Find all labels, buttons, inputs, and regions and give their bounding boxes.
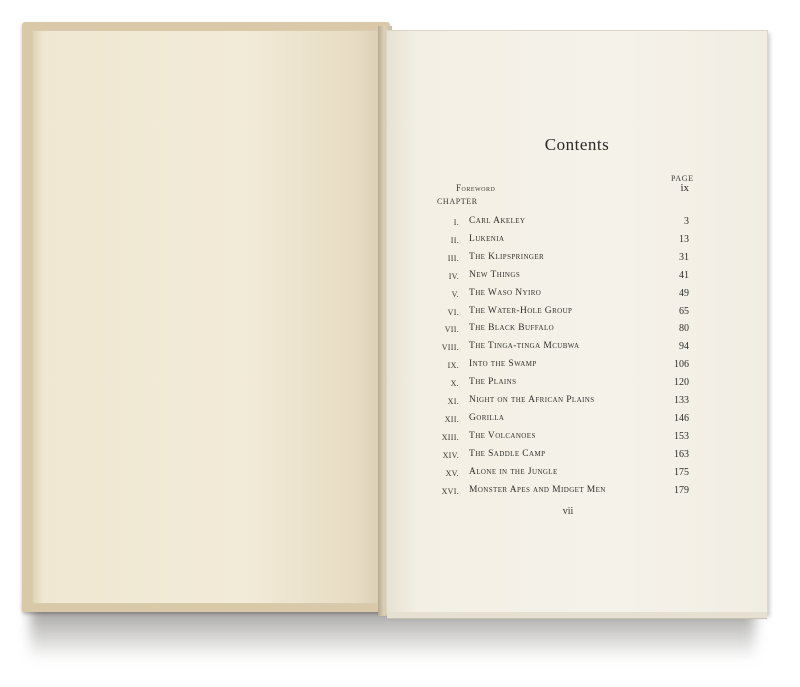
chapter-page: 153 bbox=[674, 430, 689, 442]
chapter-number: I. bbox=[453, 218, 459, 227]
chapter-title: New Things bbox=[469, 269, 521, 280]
left-page-blank bbox=[32, 30, 386, 604]
chapter-page: 179 bbox=[674, 484, 689, 496]
toc-row bbox=[387, 358, 767, 374]
toc-row bbox=[387, 448, 767, 464]
chapter-number: XV. bbox=[445, 468, 459, 478]
toc-row bbox=[387, 394, 767, 410]
chapter-number: II. bbox=[450, 235, 459, 245]
chapter-number: XIV. bbox=[442, 450, 459, 460]
chapter-page: 65 bbox=[679, 305, 689, 317]
chapter-page: 3 bbox=[684, 216, 689, 227]
chapter-number: VII. bbox=[444, 325, 459, 335]
toc-row bbox=[387, 215, 767, 231]
chapter-page: 163 bbox=[674, 448, 689, 460]
chapter-title: Alone in the Jungle bbox=[469, 466, 558, 477]
chapter-number: IX. bbox=[447, 361, 459, 371]
chapter-page: 49 bbox=[679, 287, 689, 299]
chapter-page: 31 bbox=[679, 251, 689, 263]
chapter-page: 80 bbox=[679, 323, 689, 335]
contents-page bbox=[386, 30, 768, 614]
chapter-title: Gorilla bbox=[469, 412, 505, 423]
chapter-title: The Volcanoes bbox=[469, 430, 536, 441]
toc-row bbox=[387, 466, 767, 482]
toc-row bbox=[387, 430, 767, 446]
toc-row bbox=[387, 251, 767, 267]
chapter-page: 41 bbox=[679, 269, 689, 281]
chapter-number: VI. bbox=[447, 307, 459, 317]
toc-row bbox=[387, 376, 767, 392]
chapter-number: V. bbox=[451, 289, 459, 299]
chapter-title: The Plains bbox=[469, 377, 517, 388]
chapter-page: 106 bbox=[674, 359, 689, 371]
chapter-column-header: CHAPTER bbox=[437, 197, 478, 206]
toc-row bbox=[387, 412, 767, 428]
toc-row bbox=[387, 233, 767, 249]
chapter-title: Carl Akeley bbox=[469, 216, 526, 226]
chapter-number: IV. bbox=[448, 271, 459, 281]
toc-row bbox=[387, 287, 767, 303]
page-column-header: PAGE bbox=[671, 174, 694, 183]
chapter-page: 94 bbox=[679, 341, 689, 353]
chapter-title: The Saddle Camp bbox=[469, 448, 546, 459]
chapter-title: Night on the African Plains bbox=[469, 395, 595, 405]
chapter-title: The Black Buffalo bbox=[469, 323, 555, 334]
page-folio: vii bbox=[562, 506, 574, 517]
left-page-edge bbox=[33, 31, 43, 603]
chapter-title: Lukenia bbox=[469, 233, 505, 244]
chapter-number: XI. bbox=[447, 397, 459, 406]
chapter-number: X. bbox=[450, 379, 459, 389]
chapter-title: The Water-Hole Group bbox=[469, 305, 573, 316]
toc-row bbox=[387, 322, 767, 338]
chapter-page: 13 bbox=[679, 233, 689, 245]
chapter-title: Into the Swamp bbox=[469, 359, 537, 370]
toc-row bbox=[387, 340, 767, 356]
toc-row bbox=[387, 484, 767, 500]
toc-row bbox=[387, 269, 767, 285]
chapter-page: 175 bbox=[674, 466, 689, 478]
foreword-page: ix bbox=[680, 182, 689, 194]
chapter-page: 120 bbox=[674, 377, 689, 389]
chapter-number: VIII. bbox=[441, 343, 459, 353]
chapter-title: The Tinga-tinga Mcubwa bbox=[469, 341, 580, 352]
foreword-title: Foreword bbox=[456, 183, 496, 193]
toc-row bbox=[387, 305, 767, 321]
page-bottom-edge bbox=[387, 612, 767, 619]
chapter-number: III. bbox=[447, 253, 459, 263]
contents-title: Contents bbox=[544, 135, 610, 154]
chapter-number: XVI. bbox=[441, 486, 459, 496]
chapter-number: XII. bbox=[444, 414, 459, 424]
chapter-title: The Waso Nyiro bbox=[469, 287, 542, 298]
chapter-title: Monster Apes and Midget Men bbox=[469, 484, 606, 495]
chapter-page: 146 bbox=[674, 412, 689, 424]
chapter-page: 133 bbox=[674, 395, 689, 406]
chapter-title: The Klipspringer bbox=[469, 251, 545, 262]
chapter-number: XIII. bbox=[441, 432, 459, 442]
